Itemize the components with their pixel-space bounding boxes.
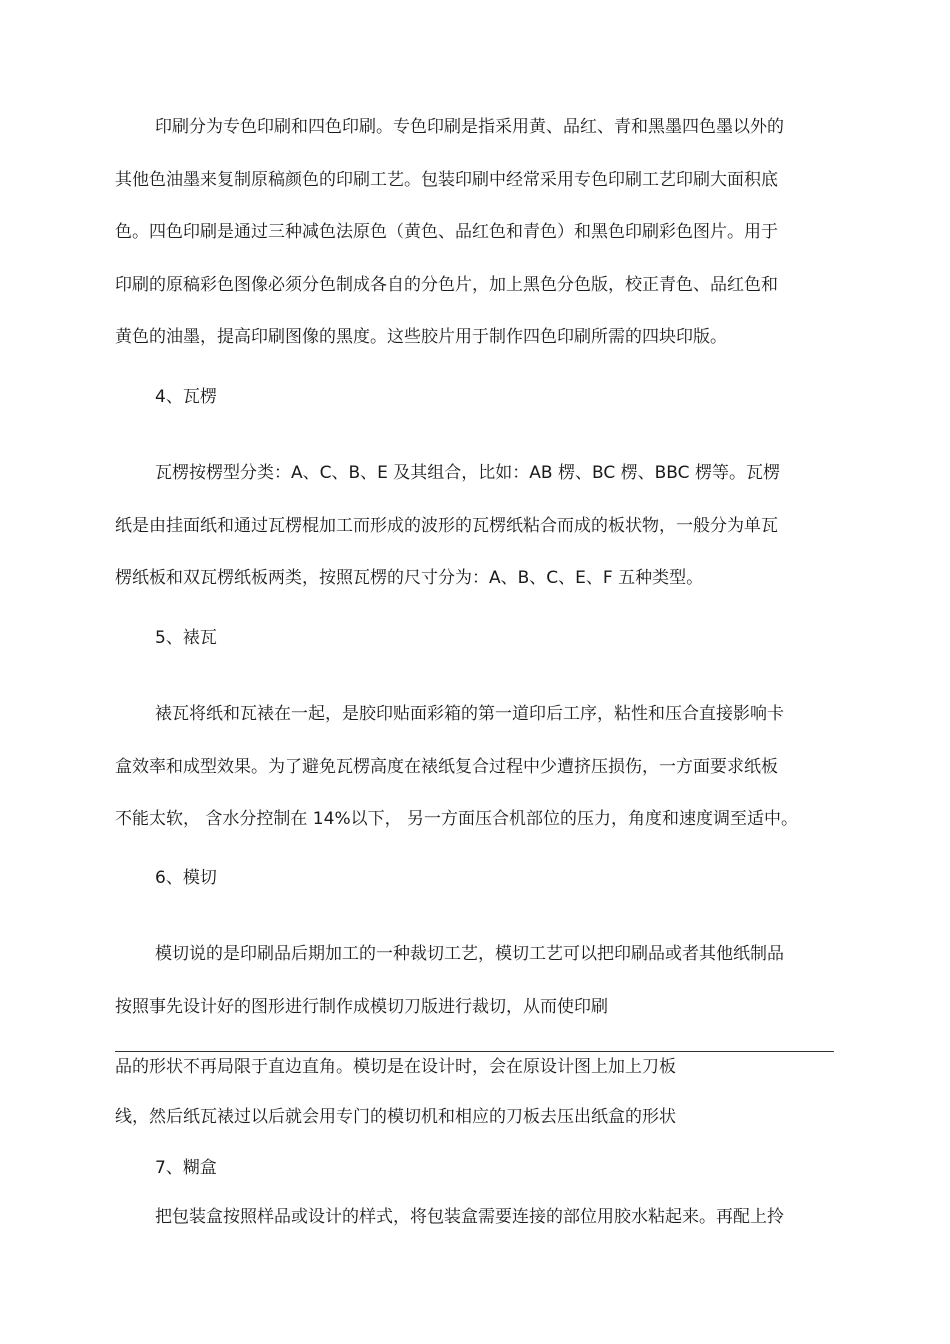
paragraph-line: 品的形状不再局限于直边直角。模切是在设计时，会在原设计图上加上刀板 [115, 1057, 676, 1077]
paragraph-line: 楞纸板和双瓦楞纸板两类，按照瓦楞的尺寸分为：A、B、C、E、F 五种类型。 [115, 568, 704, 588]
paragraph-line: 色。四色印刷是通过三种减色法原色（黄色、品红色和青色）和黑色印刷彩色图片。用于 [115, 222, 778, 242]
horizontal-rule [115, 1051, 834, 1052]
paragraph-line: 模切说的是印刷品后期加工的一种裁切工艺，模切工艺可以把印刷品或者其他纸制品 [155, 944, 784, 964]
paragraph-line: 印刷分为专色印刷和四色印刷。专色印刷是指采用黄、品红、青和黑墨四色墨以外的 [155, 117, 784, 137]
paragraph-line: 按照事先设计好的图形进行制作成模切刀版进行裁切，从而使印刷 [115, 997, 608, 1017]
section-heading: 5、裱瓦 [155, 628, 217, 648]
paragraph-line: 其他色油墨来复制原稿颜色的印刷工艺。包装印刷中经常采用专色印刷工艺印刷大面积底 [115, 170, 778, 190]
paragraph-line: 线，然后纸瓦裱过以后就会用专门的模切机和相应的刀板去压出纸盒的形状 [115, 1107, 676, 1127]
paragraph-line: 裱瓦将纸和瓦裱在一起，是胶印贴面彩箱的第一道印后工序，粘性和压合直接影响卡 [155, 704, 784, 724]
section-heading: 6、模切 [155, 868, 217, 888]
paragraph-line: 不能太软， 含水分控制在 14%以下， 另一方面压合机部位的压力，角度和速度调至适中。 [115, 809, 798, 829]
paragraph-line: 纸是由挂面纸和通过瓦楞棍加工而形成的波形的瓦楞纸粘合而成的板状物，一般分为单瓦 [115, 516, 778, 536]
section-heading: 7、糊盒 [155, 1158, 217, 1178]
section-heading: 4、瓦楞 [155, 387, 217, 407]
paragraph-line: 瓦楞按楞型分类：A、C、B、E 及其组合，比如：AB 楞、BC 楞、BBC 楞等。瓦楞 [155, 463, 780, 483]
paragraph-line: 把包装盒按照样品或设计的样式，将包装盒需要连接的部位用胶水粘起来。再配上拎 [155, 1207, 784, 1227]
paragraph-line: 印刷的原稿彩色图像必须分色制成各自的分色片，加上黑色分色版，校正青色、品红色和 [115, 275, 778, 295]
paragraph-line: 黄色的油墨，提高印刷图像的黑度。这些胶片用于制作四色印刷所需的四块印版。 [115, 327, 727, 347]
paragraph-line: 盒效率和成型效果。为了避免瓦楞高度在裱纸复合过程中少遭挤压损伤，一方面要求纸板 [115, 757, 778, 777]
